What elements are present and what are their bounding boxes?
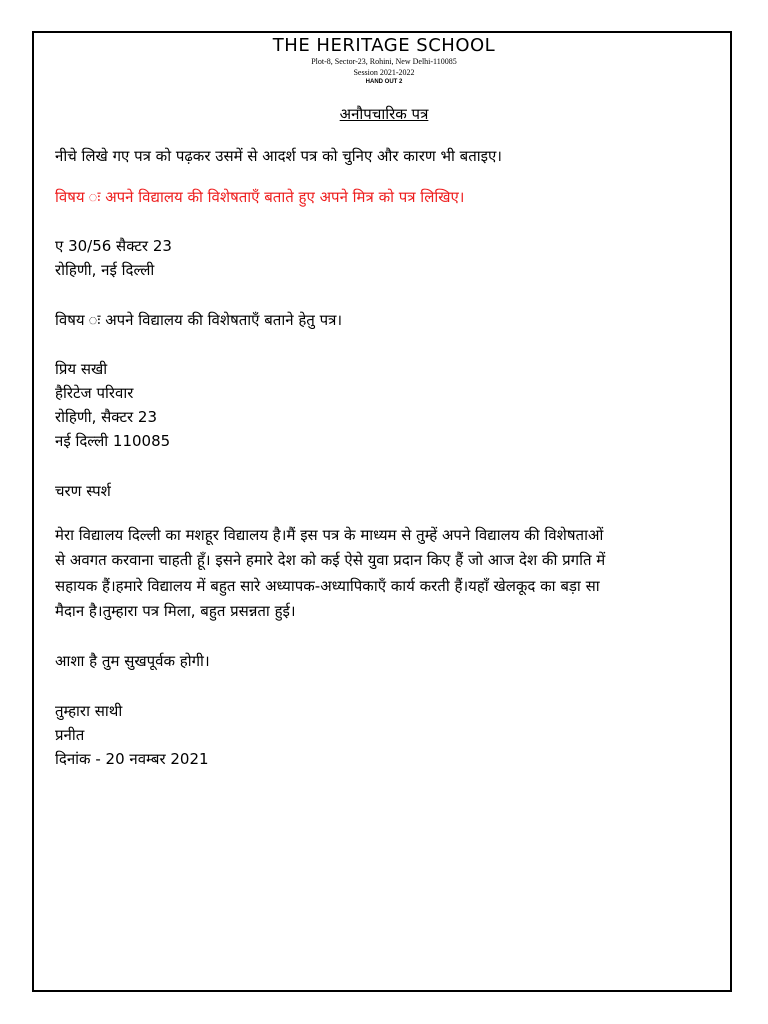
school-name: THE HERITAGE SCHOOL: [272, 35, 496, 56]
session-label: Session 2021-2022: [353, 68, 415, 77]
school-address: Plot-8, Sector-23, Rohini, New Delhi-110085: [311, 57, 457, 66]
signoff-name: प्रनीत: [55, 726, 85, 744]
signoff-line-1: तुम्हारा साथी: [55, 702, 123, 720]
body-line-4: मैदान है।तुम्हारा पत्र मिला, बहुत प्रसन्नता हुई।: [55, 602, 296, 620]
salutation: चरण स्पर्श: [55, 482, 111, 500]
instruction-text: नीचे लिखे गए पत्र को पढ़कर उसमें से आदर्श पत्र को चुनिए और कारण भी बताइए।: [55, 147, 502, 165]
sender-address-line-1: ए 30/56 सैक्टर 23: [55, 237, 172, 255]
document-title: अनौपचारिक पत्र: [339, 105, 429, 123]
body-line-1: मेरा विद्यालय दिल्ली का मशहूर विद्यालय है।मैं इस पत्र के माध्यम से तुम्हें अपने विद्यालय की विशेषताओं: [55, 526, 604, 544]
sender-address-line-2: रोहिणी, नई दिल्ली: [55, 261, 155, 279]
body-line-3: सहायक हैं।हमारे विद्यालय में बहुत सारे अध्यापक-अध्यापिकाएँ कार्य करती हैं।यहाँ खेलकूद का बड़ा सा: [55, 577, 600, 595]
closing-line: आशा है तुम सुखपूर्वक होगी।: [55, 652, 210, 670]
page-border: [32, 31, 732, 992]
receiver-line-4: नई दिल्ली 110085: [55, 432, 171, 450]
letter-subject: विषय ः अपने विद्यालय की विशेषताएँ बताने हेतु पत्र।: [55, 311, 343, 329]
handout-label: HAND OUT 2: [365, 79, 403, 85]
signoff-date: दिनांक - 20 नवम्बर 2021: [55, 750, 209, 768]
receiver-line-2: हैरिटेज परिवार: [55, 384, 134, 402]
receiver-line-3: रोहिणी, सैक्टर 23: [55, 408, 158, 426]
body-line-2: से अवगत करवाना चाहती हूँ। इसने हमारे देश को कई ऐसे युवा प्रदान किए हैं जो आज देश की प्रगति में: [55, 551, 606, 569]
receiver-line-1: प्रिय सखी: [55, 360, 108, 378]
question-subject: विषय ः अपने विद्यालय की विशेषताएँ बताते हुए अपने मित्र को पत्र लिखिए।: [55, 188, 465, 206]
